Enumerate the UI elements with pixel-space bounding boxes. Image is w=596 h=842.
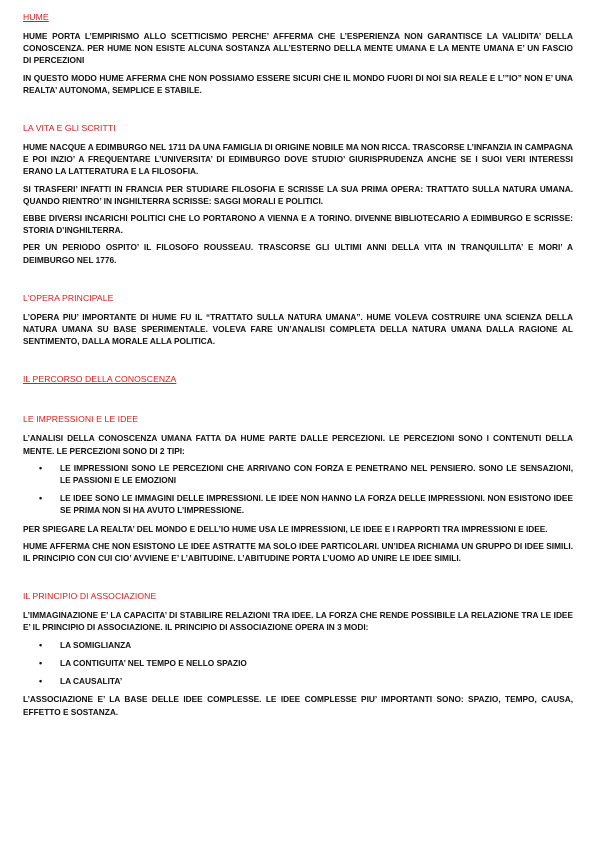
paragraph: HUME AFFERMA CHE NON ESISTONO LE IDEE ASTRATTE MA SOLO IDEE PARTICOLARI. UN’IDEA RICHIAMA UN GRUPPO DI IDEE SIMILI. IL PRINCIPIO CON CUI CIO’ AVVIENE E’ L’ABITUDINE. L’ABITUDINE PORTA L’UOMO AD UNIRE LE IDEE SIMILI. [23, 540, 573, 564]
section-title-hume: HUME [23, 12, 49, 22]
paragraph: PER UN PERIODO OSPITO’ IL FILOSOFO ROUSSEAU. TRASCORSE GLI ULTIMI ANNI DELLA VITA IN TRANQUILLITA’ E MORI’ A DEIMBURGO NEL 1776. [23, 242, 573, 265]
paragraph: PER SPIEGARE LA REALTA’ DEL MONDO E DELL’IO HUME USA LE IMPRESSIONI, LE IDEE E I RAPPORTI TRA IMPRESSIONI E IDEE. [23, 523, 548, 534]
list-item-text: LE IDEE SONO LE IMMAGINI DELLE IMPRESSIONI. LE IDEE NON HANNO LA FORZA DELLE IMPRESSIONI. NON ESISTONO IDEE SE PRIMA NON SI HA AVUTO L’IMPRESSIONE. [60, 493, 573, 516]
paragraph: EBBE DIVERSI INCARICHI POLITICI CHE LO PORTARONO A VIENNA E A TORINO. DIVENNE BIBLIOTECARIO A EDIMBURGO E SCRISSE: STORIA D’INGHILTERRA. [23, 213, 573, 236]
list-item-text: LA SOMIGLIANZA [60, 639, 132, 650]
bullet-list [23, 462, 573, 517]
section-title-vita: LA VITA E GLI SCRITTI [23, 123, 116, 134]
list-item [23, 492, 573, 516]
section-title-impressioni: LE IMPRESSIONI E LE IDEE [23, 414, 139, 425]
list-item-text: LA CONTIGUITA’ NEL TEMPO E NELLO SPAZIO [60, 657, 247, 668]
bullet-list [23, 639, 573, 688]
list-item [23, 639, 573, 651]
bullet-icon: • [39, 639, 43, 650]
bullet-icon: • [39, 676, 43, 687]
paragraph: L’ASSOCIAZIONE E’ LA BASE DELLE IDEE COMPLESSE. LE IDEE COMPLESSE PIU’ IMPORTANTI SONO: SPAZIO, TEMPO, CAUSA, EFFETTO E SOSTANZA. [23, 694, 573, 717]
paragraph: L’ANALISI DELLA CONOSCENZA UMANA FATTA DA HUME PARTE DALLE PERCEZIONI. LE PERCEZIONI SONO I CONTENUTI DELLA MENTE. LE PERCEZIONI SONO DI 2 TIPI: [23, 433, 573, 456]
paragraph: HUME NACQUE A EDIMBURGO NEL 1711 DA UNA FAMIGLIA DI ORIGINE NOBILE MA NON RICCA. TRASCORSE L’INFANZIA IN CAMPAGNA E POI INZIO’ A FREQUENTARE L’UNIVERSITA’ DI EDIMBURGO DOVE STUDIO’ GIURISPRUDENZA ANCHE SE I SUOI VERI INTERESSI ERANO LA LATTERATURA E LA FILOSOFIA. [23, 142, 573, 177]
list-item [23, 657, 573, 669]
bullet-icon: • [39, 657, 43, 668]
paragraph: IN QUESTO MODO HUME AFFERMA CHE NON POSSIAMO ESSERE SICURI CHE IL MONDO FUORI DI NOI SIA REALE E L’”IO” NON E’ UNA REALTA’ AUTONOMA, SEMPLICE E STABILE. [23, 72, 573, 95]
bullet-icon: • [39, 462, 43, 473]
paragraph: L’OPERA PIU’ IMPORTANTE DI HUME FU IL “TRATTATO SULLA NATURA UMANA”. HUME VOLEVA COSTRUIRE UNA SCIENZA DELLA NATURA UMANA SU BASE SPERIMENTALE. VOLEVA FARE UN’ANALISI COMPLETA DELLA NATURA UMANA DALLA RAGIONE AL SENTIMENTO, DALLA MORALE ALLA POLITICA. [23, 311, 573, 347]
list-item [23, 675, 573, 687]
paragraph: SI TRASFERI’ INFATTI IN FRANCIA PER STUDIARE FILOSOFIA E SCRISSE LA SUA PRIMA OPERA: TRATTATO SULLA NATURA UMANA. QUANDO RIENTRO’ IN INGHILTERRA SCRISSE: SAGGI MORALI E POLITICI. [23, 183, 573, 206]
paragraph: HUME PORTA L’EMPIRISMO ALLO SCETTICISMO PERCHE’ AFFERMA CHE L’ESPERIENZA NON GARANTISCE LA VALIDITA’ DELLA CONOSCENZA. PER HUME NON ESISTE ALCUNA SOSTANZA ALL’ESTERNO DELLA MENTE UMANA E LA MENTE UMANA E’ UN FASCIO DI PERCEZIONI [23, 31, 573, 66]
bullet-icon: • [39, 493, 43, 504]
list-item [23, 462, 573, 486]
list-item-text: LE IMPRESSIONI SONO LE PERCEZIONI CHE ARRIVANO CON FORZA E PENETRANO NEL PENSIERO. SONO LE SENSAZIONI, LE PASSIONI E LE EMOZIONI [60, 462, 573, 486]
section-title-opera: L’OPERA PRINCIPALE [23, 292, 114, 303]
paragraph: L’IMMAGINAZIONE E’ LA CAPACITA’ DI STABILIRE RELAZIONI TRA IDEE. LA FORZA CHE RENDE POSSIBILE LA RELAZIONE TRA LE IDEE E’ IL PRINCIPIO DI ASSOCIAZIONE. IL PRINCIPIO DI ASSOCIAZIONE OPERA IN 3 MODI: [23, 610, 573, 633]
section-title-percorso: IL PERCORSO DELLA CONOSCENZA [23, 374, 177, 385]
section-title-associazione: IL PRINCIPIO DI ASSOCIAZIONE [23, 591, 157, 602]
list-item-text: LA CAUSALITA’ [60, 676, 123, 687]
